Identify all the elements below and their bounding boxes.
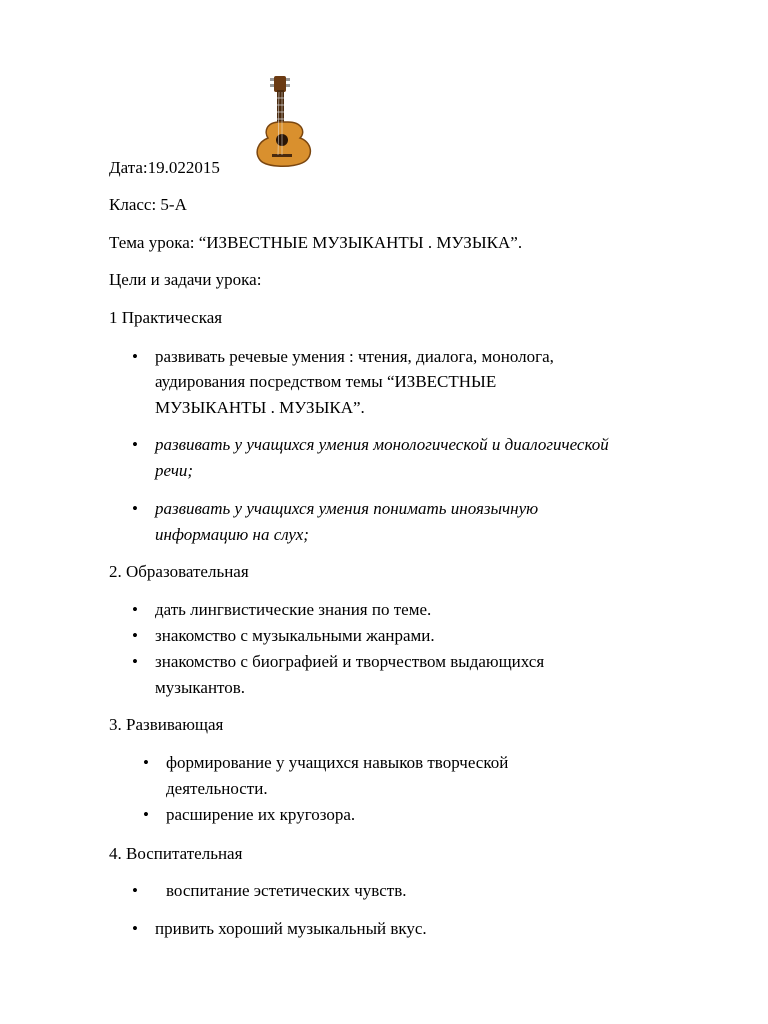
section-title-practical: 1 Практическая <box>109 308 223 327</box>
bullet-marker: • <box>132 652 138 671</box>
bullet-marker: • <box>132 499 138 518</box>
bullet-marker: • <box>143 753 149 772</box>
list-item-line: расширение их кругозора. <box>166 805 356 824</box>
list-item-line: информацию на слух; <box>155 525 309 544</box>
list-item-line: привить хороший музыкальный вкус. <box>155 919 427 938</box>
list-item-line: аудирования посредством темы “ИЗВЕСТНЫЕ <box>155 372 497 391</box>
lesson-class: Класс: 5-А <box>109 195 187 214</box>
list-item-line: речи; <box>155 461 194 480</box>
list-item-line: МУЗЫКАНТЫ . МУЗЫКА”. <box>155 398 365 417</box>
bullet-marker: • <box>132 435 138 454</box>
list-item-line: знакомство с музыкальными жанрами. <box>155 626 435 645</box>
list-item-line: развивать у учащихся умения монологической и диалогической <box>155 435 609 454</box>
bullet-marker: • <box>132 881 138 900</box>
lesson-topic: Тема урока: “ИЗВЕСТНЫЕ МУЗЫКАНТЫ . МУЗЫКА”. <box>109 233 523 252</box>
list-item-line: дать лингвистические знания по теме. <box>155 600 432 619</box>
bullet-marker: • <box>132 626 138 645</box>
section-title-educational: 2. Образовательная <box>109 562 249 581</box>
lesson-date: Дата:19.022015 <box>109 158 220 177</box>
section-title-upbringing: 4. Воспитательная <box>109 844 243 863</box>
section-title-developmental: 3. Развивающая <box>109 715 224 734</box>
goals-title: Цели и задачи урока: <box>109 270 262 289</box>
bullet-marker: • <box>132 600 138 619</box>
list-item-line: воспитание эстетических чувств. <box>166 881 407 900</box>
bullet-marker: • <box>143 805 149 824</box>
list-item-line: музыкантов. <box>155 678 246 697</box>
list-item-line: формирование у учащихся навыков творческой <box>166 753 509 772</box>
list-item-line: развивать речевые умения : чтения, диалога, монолога, <box>155 347 554 366</box>
list-item-line: деятельности. <box>166 779 268 798</box>
bullet-marker: • <box>132 919 138 938</box>
list-item-line: знакомство с биографией и творчеством выдающихся <box>155 652 545 671</box>
bullet-marker: • <box>132 347 138 366</box>
guitar-icon <box>252 74 320 170</box>
list-item-line: развивать у учащихся умения понимать иноязычную <box>155 499 539 518</box>
